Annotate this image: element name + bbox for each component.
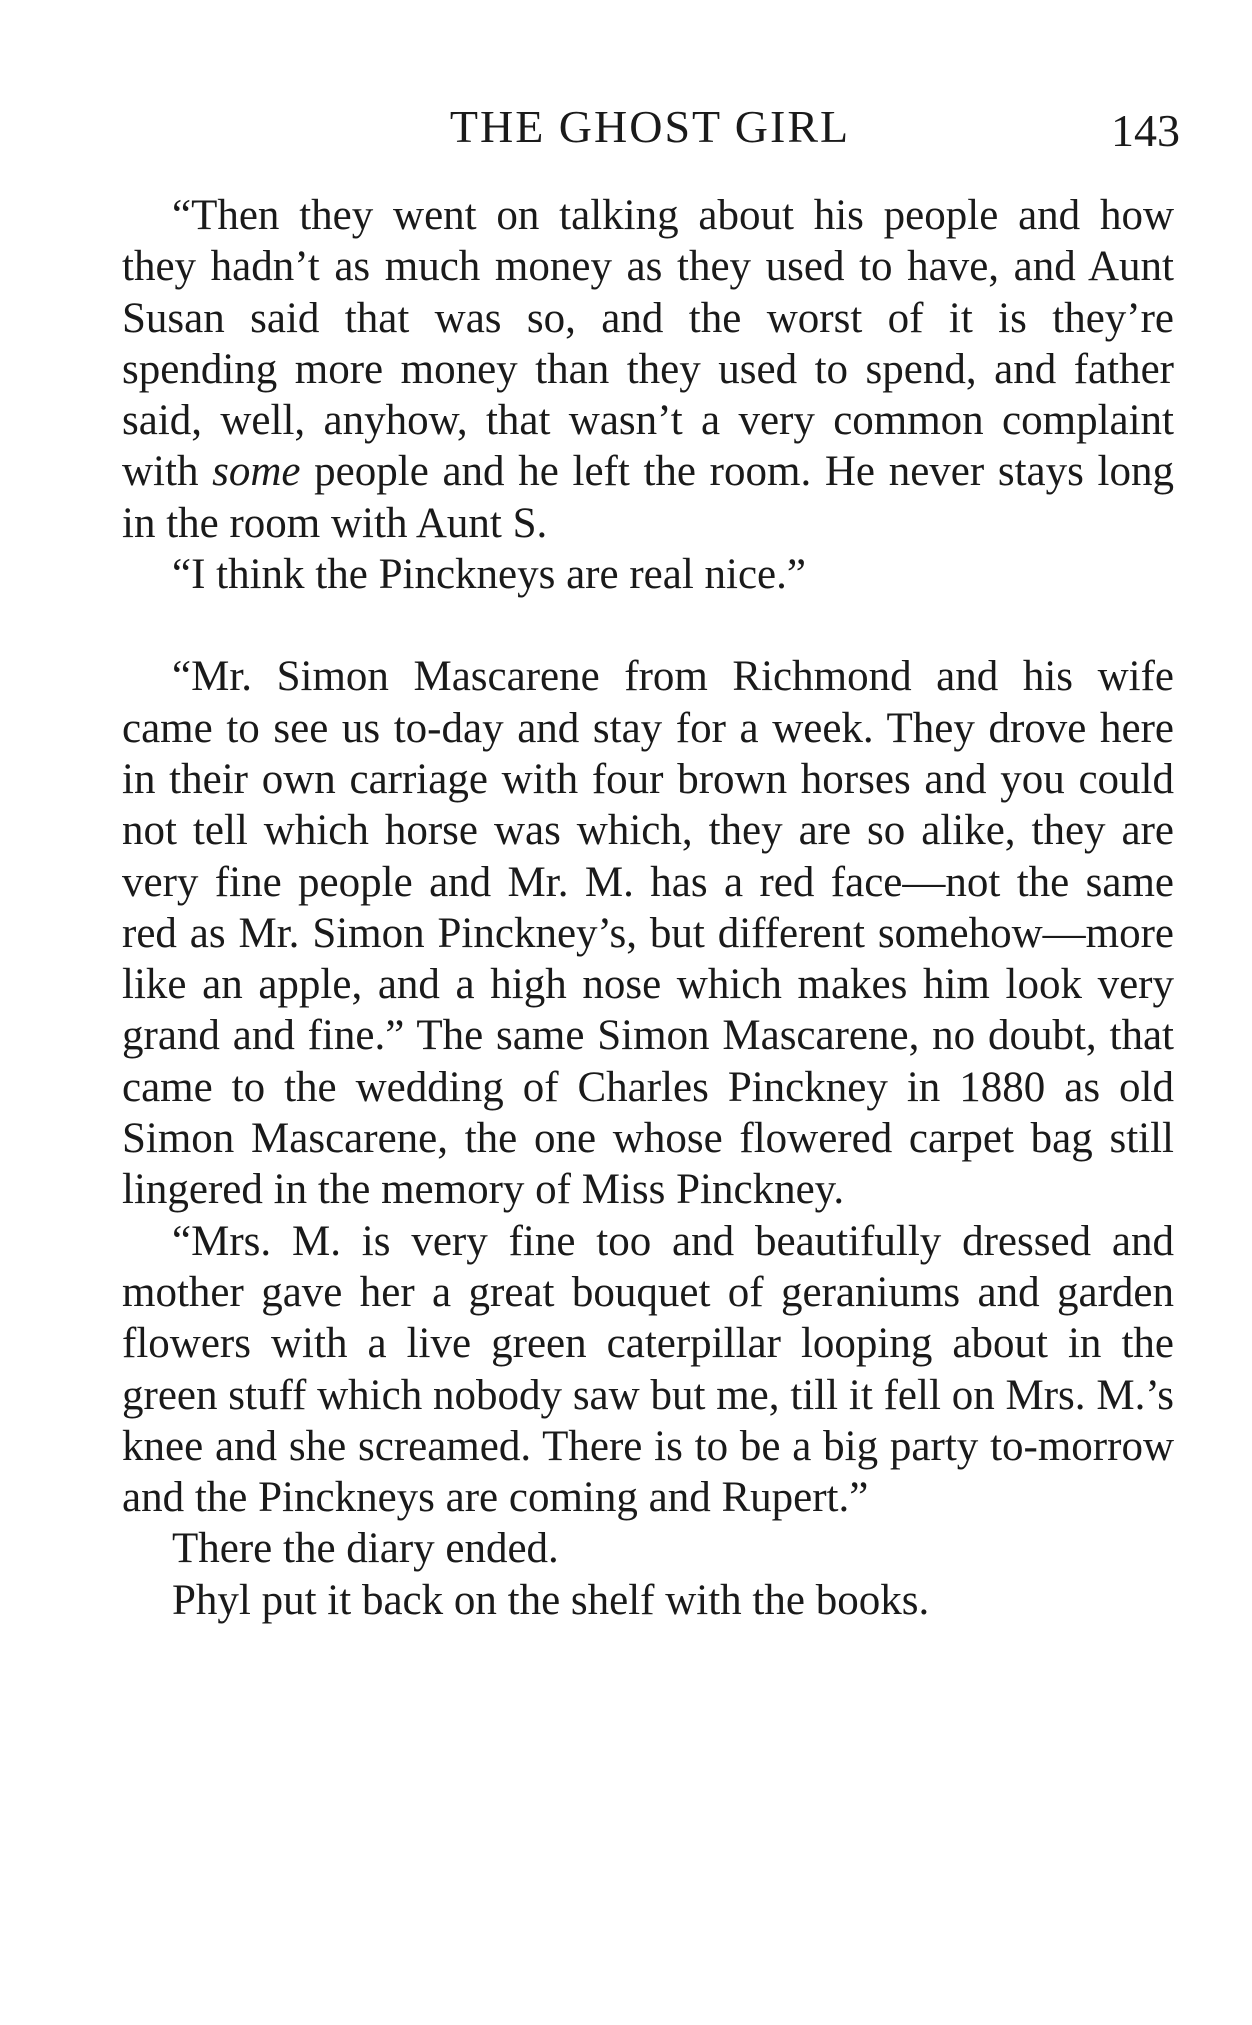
page-number: 143 — [1111, 105, 1180, 156]
paragraph-1-text-a: “Then they went on talking about his people and how they hadn’t as much money as they used to have, and Aunt Susan said that was so, and the worst of it is they’re spending more money than they used to spend, and father said, well, anyhow, that wasn’t a very common complaint with — [122, 192, 1174, 496]
paragraph-1 — [122, 190, 1174, 549]
paragraph-2: “I think the Pinckneys are real nice.” — [172, 551, 806, 599]
paragraph-3: “Mr. Simon Mascarene from Richmond and his wife came to see us to-day and stay for a week. They drove here in their own carriage with four brown horses and you could not tell which horse was which, they are so alike, they are very fine people and Mr. M. has a red face—not the same red as Mr. Simon Pinckney’s, but different somehow—more like an apple, and a high nose which makes him look very grand and fine.” The same Simon Mascarene, no doubt, that came to the wedding of Charles Pinckney in 1880 as old Simon Mascarene, the one whose flowered carpet bag still lingered in the memory of Miss Pinckney. — [122, 653, 1174, 1214]
paragraph-6: Phyl put it back on the shelf with the books. — [172, 1576, 930, 1624]
running-title: THE GHOST GIRL — [449, 101, 851, 152]
paragraph-4: “Mrs. M. is very fine too and beautifully dressed and mother gave her a great bouquet of geraniums and garden flowers with a live green caterpillar looping about in the green stuff which nobody saw but me, till it fell on Mrs. M.’s knee and she screamed. There is to be a big party to-morrow and the Pinckneys are coming and Rupert.” — [122, 1217, 1174, 1522]
running-head — [120, 92, 1180, 156]
body-text — [122, 190, 1174, 1626]
italic-emphasis: some — [212, 448, 301, 496]
paragraph-1-text-b: people and he left the room. He never stays long in the room with Aunt S. — [122, 448, 1174, 547]
paragraph-5: There the diary ended. — [172, 1525, 559, 1573]
